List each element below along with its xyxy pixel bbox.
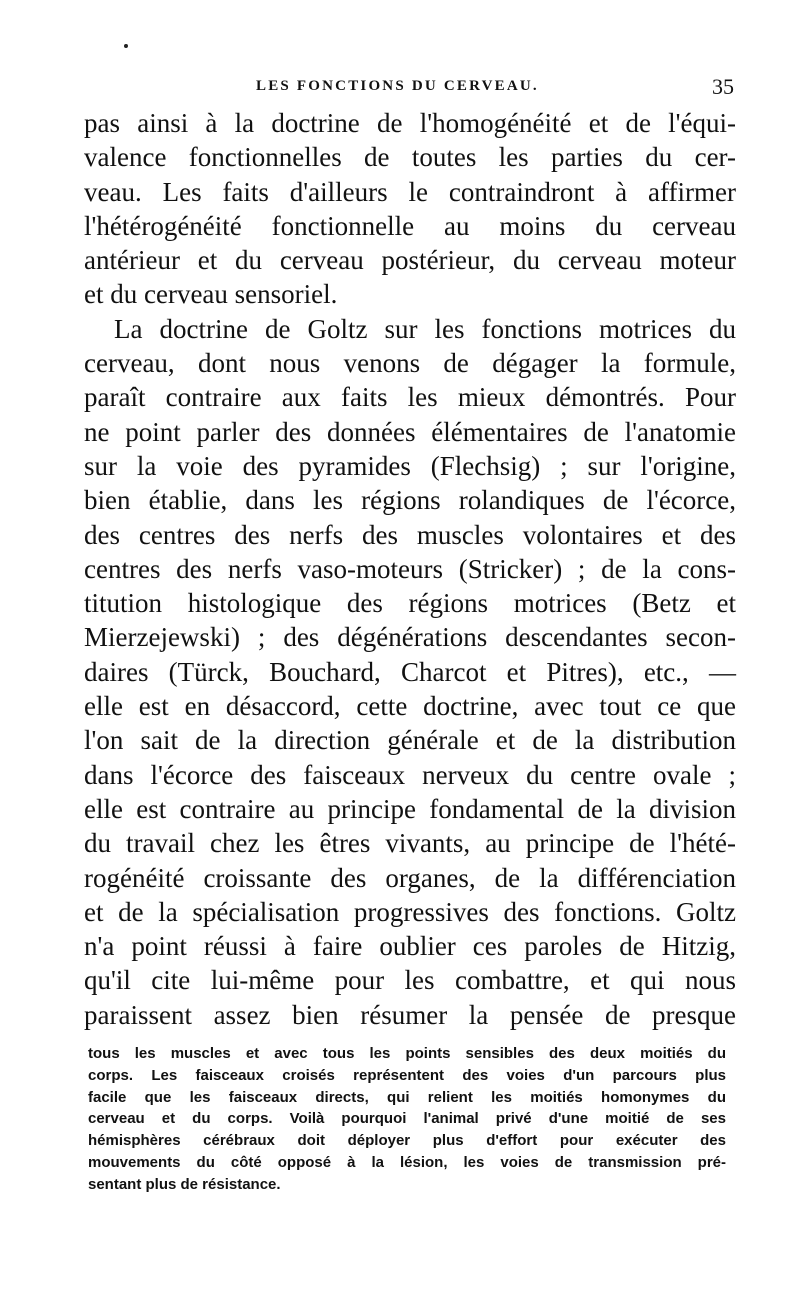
body-line: bien établie, dans les régions rolandiques de l'écorce, — [84, 485, 736, 516]
body-line: sur la voie des pyramides (Flechsig) ; sur l'origine, — [84, 450, 736, 481]
body-line: qu'il cite lui-même pour les combattre, et qui nous — [84, 965, 736, 996]
footnote-line: tous les muscles et avec tous les points sensibles des deux moitiés du — [88, 1045, 726, 1062]
body-line: Mierzejewski) ; des dégénérations descendantes secon- — [84, 622, 736, 653]
body-line: daires (Türck, Bouchard, Charcot et Pitres), etc., — — [84, 656, 736, 687]
body-line: antérieur et du cerveau postérieur, du cerveau moteur — [84, 245, 736, 276]
body-line: paraît contraire aux faits les mieux démontrés. Pour — [84, 382, 736, 413]
footnote-line: hémisphères cérébraux doit déployer plus d'effort pour exécuter des — [88, 1132, 726, 1150]
speck-mark — [124, 44, 128, 48]
body-line: elle est contraire au principe fondamental de la division — [84, 793, 736, 824]
body-line: titution histologique des régions motrices (Betz et — [84, 588, 736, 619]
body-line: et du cerveau sensoriel. — [84, 279, 338, 310]
body-line: cerveau, dont nous venons de dégager la formule, — [84, 348, 736, 379]
body-line: et de la spécialisation progressives des fonctions. Goltz — [84, 896, 736, 927]
body-text — [84, 106, 736, 1032]
running-title: LES FONCTIONS DU CERVEAU. — [256, 78, 539, 94]
body-line: n'a point réussi à faire oublier ces paroles de Hitzig, — [84, 931, 736, 962]
body-line: pas ainsi à la doctrine de l'homogénéité et de l'équi- — [84, 108, 736, 138]
running-head — [84, 74, 734, 102]
body-line: paraissent assez bien résumer la pensée de presque — [84, 999, 736, 1030]
body-line: valence fonctionnelles de toutes les parties du cer- — [84, 142, 736, 173]
paragraph-first-line: La doctrine de Goltz sur les fonctions motrices du — [114, 313, 736, 344]
body-line: ne point parler des données élémentaires de l'anatomie — [84, 416, 736, 447]
body-line: l'hétérogénéité fonctionnelle au moins du cerveau — [84, 210, 736, 241]
body-line: des centres des nerfs des muscles volontaires et des — [84, 519, 736, 550]
body-line: centres des nerfs vaso-moteurs (Stricker) ; de la cons- — [84, 553, 736, 584]
footnote-line: corps. Les faisceaux croisés représentent des voies d'un parcours plus — [88, 1066, 726, 1084]
footnote-line: cerveau et du corps. Voilà pourquoi l'animal privé d'une moitié de ses — [88, 1110, 726, 1128]
footnote — [88, 1043, 726, 1196]
body-line: dans l'écorce des faisceaux nerveux du centre ovale ; — [84, 759, 736, 790]
footnote-line: facile que les faisceaux directs, qui relient les moitiés homonymes du — [88, 1088, 726, 1106]
body-line: elle est en désaccord, cette doctrine, avec tout ce que — [84, 691, 736, 722]
footnote-line: mouvements du côté opposé à la lésion, les voies de transmission pré- — [88, 1153, 726, 1171]
body-line: l'on sait de la direction générale et de la distribution — [84, 725, 736, 756]
page-number: 35 — [712, 74, 734, 99]
footnote-line: sentant plus de résistance. — [88, 1175, 281, 1193]
body-line: rogénéité croissante des organes, de la différenciation — [84, 862, 736, 893]
body-line: veau. Les faits d'ailleurs le contraindront à affirmer — [84, 176, 736, 207]
body-line: du travail chez les êtres vivants, au principe de l'hété- — [84, 828, 736, 859]
